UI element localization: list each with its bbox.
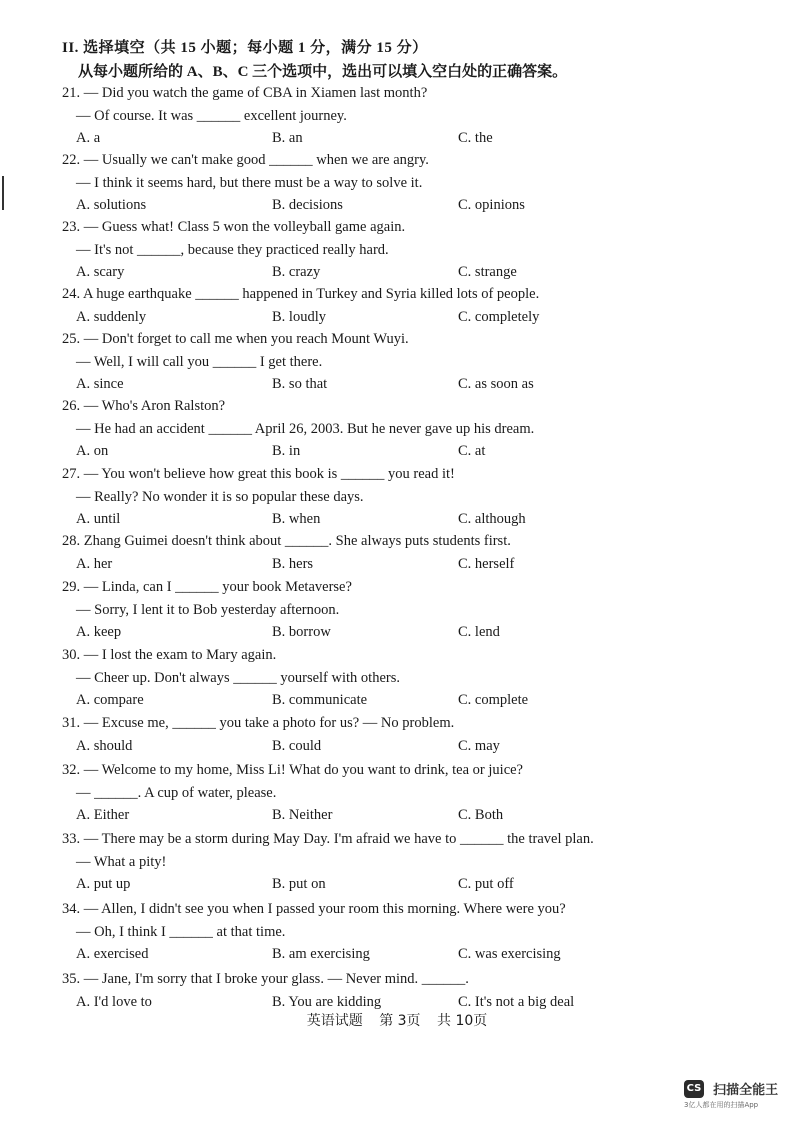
question-stem: 31. — Excuse me, ______ you take a photo for us? — No problem. [62,715,455,731]
option-c: C. lend [458,624,500,640]
option-a: A. put up [76,876,131,892]
option-c: C. although [458,511,526,527]
option-a: A. compare [76,692,144,708]
option-b: B. decisions [272,197,343,213]
scan-edge-mark [2,176,4,210]
option-b: B. when [272,511,321,527]
question-reply: — It's not ______, because they practiced really hard. [76,241,389,258]
option-b: B. loudly [272,308,326,325]
option-b: B. am exercising [272,946,370,962]
option-c: C. strange [458,264,517,280]
question-stem: 21. — Did you watch the game of CBA in Xiamen last month? [62,85,428,101]
option-c: C. Both [458,807,504,823]
option-c: C. at [458,443,486,459]
option-a: A. solutions [76,197,147,213]
option-a: A. suddenly [76,308,147,325]
option-b: B. Neither [272,807,333,823]
option-b: B. hers [272,555,314,572]
option-a: A. until [76,511,121,527]
option-b: B. communicate [272,692,368,708]
question-stem: 34. — Allen, I didn't see you when I passed your room this morning. Where were you? [62,901,566,917]
option-b: B. borrow [272,624,331,640]
option-c: C. may [458,737,500,754]
option-b: B. so that [272,376,328,392]
question-reply: — Sorry, I lent it to Bob yesterday afternoon. [76,601,340,618]
footer-page: 第 3页 [379,1013,421,1029]
page-footer [0,1010,794,1030]
option-c: C. as soon as [458,376,534,392]
option-c: C. was exercising [458,946,561,962]
option-a: A. keep [76,624,122,640]
option-a: A. scary [76,264,125,280]
option-c: C. put off [458,876,514,892]
question-reply: — What a pity! [76,853,167,870]
section-instruction: 从每小题所给的 A、B、C 三个选项中，选出可以填入空白处的正确答案。 [78,64,568,80]
option-c: C. herself [458,555,515,572]
option-a: A. a [76,130,101,146]
scanner-tagline: 3亿人都在用的扫描App [684,1101,759,1109]
option-a: A. on [76,443,109,459]
question-reply: — He had an accident ______ April 26, 2003. But he never gave up his dream. [76,420,535,437]
question-stem: 24. A huge earthquake ______ happened in Turkey and Syria killed lots of people. [62,286,540,302]
option-c: C. the [458,130,493,146]
question-stem: 23. — Guess what! Class 5 won the volleyball game again. [62,219,406,235]
section-title: II. 选择填空（共 15 小题；每小题 1 分，满分 15 分） [62,40,428,56]
scanner-watermark [684,1078,779,1109]
question-reply: — Of course. It was ______ excellent journey. [76,107,347,124]
question-reply: — Well, I will call you ______ I get there. [76,353,323,370]
question-reply: — Cheer up. Don't always ______ yourself with others. [76,669,400,686]
footer-subject: 英语试题 [306,1013,363,1029]
option-b: B. put on [272,876,326,892]
question-stem: 33. — There may be a storm during May Day. I'm afraid we have to ______ the travel plan. [62,831,594,847]
question-stem: 25. — Don't forget to call me when you reach Mount Wuyi. [62,331,409,347]
option-a: A. her [76,555,113,572]
question-reply: — ______. A cup of water, please. [76,784,277,801]
footer-total: 共 10页 [437,1013,488,1029]
option-c: C. complete [458,692,529,708]
scanner-logo-icon: CS [684,1080,704,1098]
option-a: A. Either [76,807,130,823]
question-reply: — Really? No wonder it is so popular these days. [76,488,364,505]
question-stem: 30. — I lost the exam to Mary again. [62,647,277,663]
option-b: B. You are kidding [272,993,382,1010]
question-stem: 26. — Who's Aron Ralston? [62,398,226,414]
option-b: B. crazy [272,264,321,280]
option-c: C. It's not a big deal [458,993,575,1010]
question-stem: 32. — Welcome to my home, Miss Li! What do you want to drink, tea or juice? [62,762,523,778]
option-a: A. should [76,737,133,754]
option-b: B. in [272,443,301,459]
option-a: A. since [76,376,124,392]
option-b: B. an [272,130,303,146]
question-stem: 22. — Usually we can't make good ______ when we are angry. [62,152,429,168]
question-reply: — I think it seems hard, but there must be a way to solve it. [76,174,423,191]
question-stem: 35. — Jane, I'm sorry that I broke your glass. — Never mind. ______. [62,971,469,987]
option-c: C. completely [458,308,540,325]
option-b: B. could [272,737,322,754]
question-stem: 28. Zhang Guimei doesn't think about ______. She always puts students first. [62,533,511,549]
question-stem: 29. — Linda, can I ______ your book Metaverse? [62,579,352,595]
question-reply: — Oh, I think I ______ at that time. [76,923,286,940]
option-a: A. exercised [76,946,149,962]
option-c: C. opinions [458,197,525,213]
question-stem: 27. — You won't believe how great this book is ______ you read it! [62,466,455,482]
option-a: A. I'd love to [76,993,152,1010]
scanner-app-name: 扫描全能王 [713,1083,779,1098]
